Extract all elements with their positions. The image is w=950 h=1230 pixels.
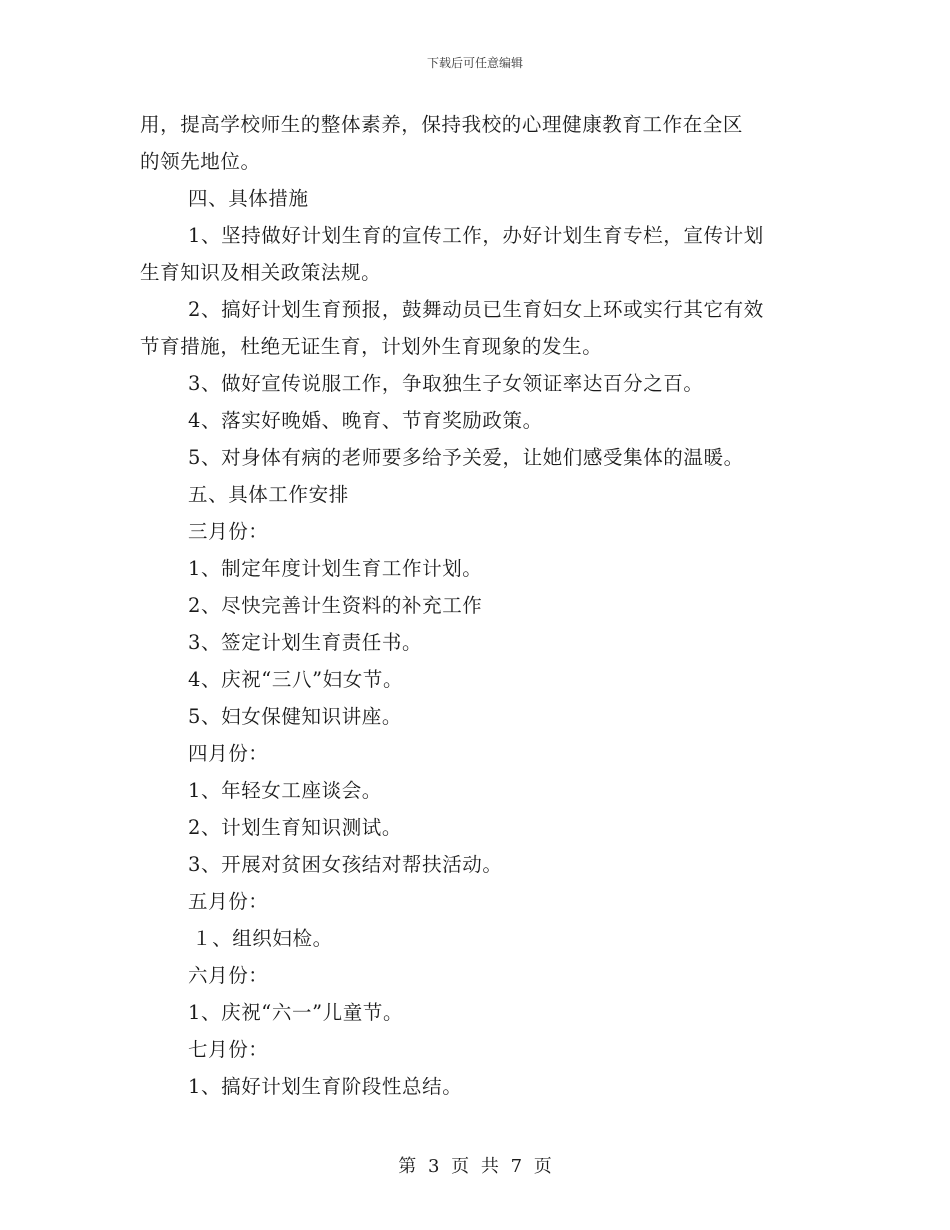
section-heading: 四、具体措施 — [188, 187, 309, 210]
list-item: 3、签定计划生育责任书。 — [188, 631, 423, 654]
paragraph-line: 4、落实好晚婚、晚育、节育奖励政策。 — [188, 409, 543, 432]
page-header: 下载后可任意编辑 — [426, 56, 523, 70]
list-item: 1、庆祝“六一”儿童节。 — [188, 1001, 404, 1024]
paragraph-line: 3、做好宣传说服工作，争取独生子女领证率达百分之百。 — [188, 372, 704, 395]
list-item: 2、尽快完善计生资料的补充工作 — [188, 594, 483, 617]
list-item: 1、搞好计划生育阶段性总结。 — [188, 1075, 463, 1098]
paragraph-line: 5、对身体有病的老师要多给予关爱，让她们感受集体的温暖。 — [188, 446, 744, 469]
list-item: 1、制定年度计划生育工作计划。 — [188, 557, 483, 580]
document-body — [140, 106, 820, 1105]
month-heading: 四月份： — [188, 742, 269, 765]
page-footer: 第 3 页 共 7 页 — [398, 1156, 552, 1177]
list-item: 3、开展对贫困女孩结对帮扶活动。 — [188, 853, 503, 876]
paragraph-line: 节育措施，杜绝无证生育，计划外生育现象的发生。 — [140, 335, 603, 358]
list-item: 4、庆祝“三八”妇女节。 — [188, 668, 404, 691]
paragraph-line: 2、搞好计划生育预报，鼓舞动员已生育妇女上环或实行其它有效 — [188, 298, 764, 321]
list-item: 2、计划生育知识测试。 — [188, 816, 403, 839]
list-item: 1、年轻女工座谈会。 — [188, 779, 382, 802]
month-heading: 七月份： — [188, 1038, 269, 1061]
month-heading: 五月份： — [188, 890, 269, 913]
paragraph-line: 1、坚持做好计划生育的宣传工作，办好计划生育专栏，宣传计划 — [188, 224, 764, 247]
month-heading: 六月份： — [188, 964, 269, 987]
list-item: 5、妇女保健知识讲座。 — [188, 705, 403, 728]
section-heading: 五、具体工作安排 — [188, 483, 349, 506]
paragraph-line: 生育知识及相关政策法规。 — [140, 261, 382, 284]
paragraph-line: 用，提高学校师生的整体素养，保持我校的心理健康教育工作在全区 — [140, 113, 744, 136]
list-item: １、组织妇检。 — [192, 927, 333, 950]
month-heading: 三月份： — [188, 520, 269, 543]
paragraph-line: 的领先地位。 — [140, 150, 261, 173]
